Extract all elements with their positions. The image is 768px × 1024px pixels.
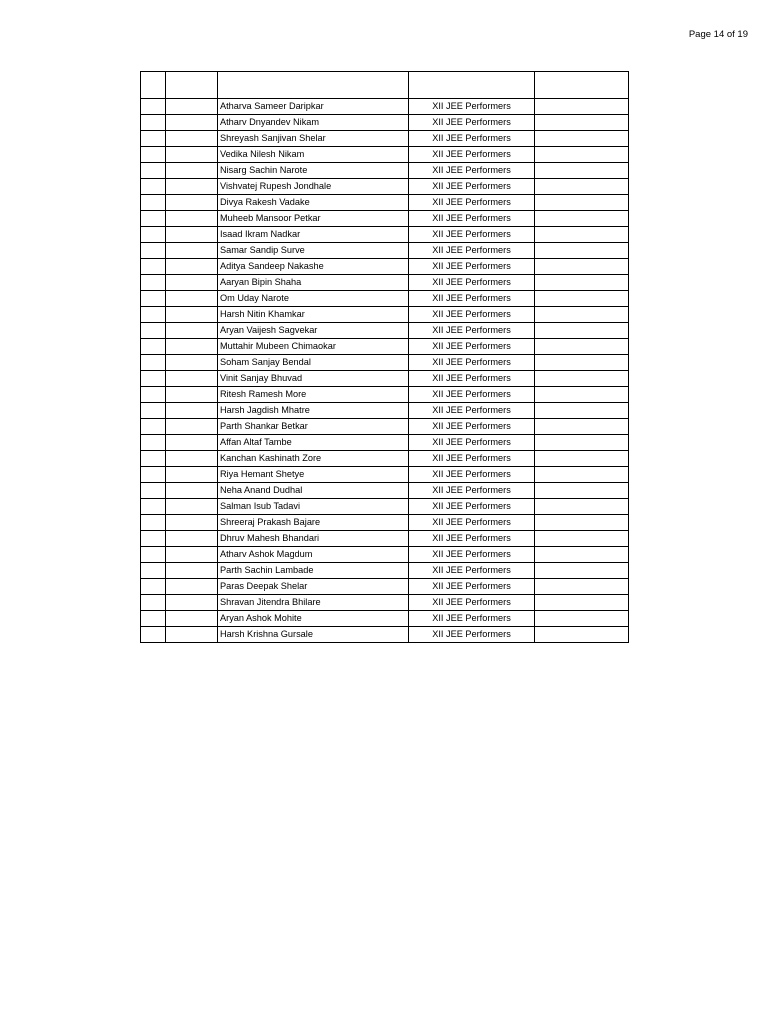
serial-cell — [141, 227, 166, 243]
category-cell: XII JEE Performers — [409, 371, 535, 387]
category-cell: XII JEE Performers — [409, 483, 535, 499]
table-row — [141, 147, 629, 163]
serial-cell — [141, 323, 166, 339]
id-cell — [166, 131, 218, 147]
id-cell — [166, 227, 218, 243]
id-cell — [166, 435, 218, 451]
id-cell — [166, 291, 218, 307]
serial-cell — [141, 179, 166, 195]
student-name-cell: Vinit Sanjay Bhuvad — [218, 371, 409, 387]
student-name-cell: Vedika Nilesh Nikam — [218, 147, 409, 163]
remarks-cell — [535, 195, 629, 211]
table-row — [141, 195, 629, 211]
remarks-cell — [535, 467, 629, 483]
table-row — [141, 227, 629, 243]
id-cell — [166, 483, 218, 499]
student-name-cell: Aditya Sandeep Nakashe — [218, 259, 409, 275]
id-cell — [166, 595, 218, 611]
table-row — [141, 483, 629, 499]
remarks-cell — [535, 531, 629, 547]
category-cell: XII JEE Performers — [409, 259, 535, 275]
id-cell — [166, 467, 218, 483]
serial-cell — [141, 611, 166, 627]
remarks-cell — [535, 99, 629, 115]
student-name-cell: Ritesh Ramesh More — [218, 387, 409, 403]
category-cell: XII JEE Performers — [409, 627, 535, 643]
category-cell: XII JEE Performers — [409, 115, 535, 131]
serial-cell — [141, 291, 166, 307]
serial-cell — [141, 563, 166, 579]
header-cell-2 — [166, 72, 218, 99]
student-name-cell: Soham Sanjay Bendal — [218, 355, 409, 371]
remarks-cell — [535, 147, 629, 163]
category-cell: XII JEE Performers — [409, 563, 535, 579]
id-cell — [166, 627, 218, 643]
serial-cell — [141, 243, 166, 259]
serial-cell — [141, 339, 166, 355]
student-name-cell: Paras Deepak Shelar — [218, 579, 409, 595]
student-name-cell: Riya Hemant Shetye — [218, 467, 409, 483]
header-cell-1 — [141, 72, 166, 99]
serial-cell — [141, 547, 166, 563]
header-cell-4 — [409, 72, 535, 99]
serial-cell — [141, 531, 166, 547]
serial-cell — [141, 163, 166, 179]
category-cell: XII JEE Performers — [409, 323, 535, 339]
page-number: Page 14 of 19 — [688, 29, 748, 40]
category-cell: XII JEE Performers — [409, 275, 535, 291]
category-cell: XII JEE Performers — [409, 579, 535, 595]
category-cell: XII JEE Performers — [409, 451, 535, 467]
table-row — [141, 131, 629, 147]
category-cell: XII JEE Performers — [409, 419, 535, 435]
remarks-cell — [535, 339, 629, 355]
serial-cell — [141, 515, 166, 531]
category-cell: XII JEE Performers — [409, 195, 535, 211]
student-name-cell: Shreyash Sanjivan Shelar — [218, 131, 409, 147]
remarks-cell — [535, 515, 629, 531]
category-cell: XII JEE Performers — [409, 179, 535, 195]
serial-cell — [141, 355, 166, 371]
student-name-cell: Harsh Nitin Khamkar — [218, 307, 409, 323]
table-row — [141, 387, 629, 403]
serial-cell — [141, 115, 166, 131]
serial-cell — [141, 131, 166, 147]
remarks-cell — [535, 355, 629, 371]
id-cell — [166, 371, 218, 387]
student-name-cell: Parth Sachin Lambade — [218, 563, 409, 579]
table-row — [141, 163, 629, 179]
student-name-cell: Parth Shankar Betkar — [218, 419, 409, 435]
table-row — [141, 499, 629, 515]
student-name-cell: Atharv Dnyandev Nikam — [218, 115, 409, 131]
performers-table — [140, 71, 629, 643]
serial-cell — [141, 627, 166, 643]
category-cell: XII JEE Performers — [409, 131, 535, 147]
id-cell — [166, 499, 218, 515]
id-cell — [166, 547, 218, 563]
student-name-cell: Om Uday Narote — [218, 291, 409, 307]
remarks-cell — [535, 451, 629, 467]
category-cell: XII JEE Performers — [409, 547, 535, 563]
category-cell: XII JEE Performers — [409, 355, 535, 371]
table-row — [141, 419, 629, 435]
id-cell — [166, 387, 218, 403]
remarks-cell — [535, 371, 629, 387]
table-row — [141, 115, 629, 131]
student-name-cell: Muttahir Mubeen Chimaokar — [218, 339, 409, 355]
category-cell: XII JEE Performers — [409, 307, 535, 323]
id-cell — [166, 451, 218, 467]
remarks-cell — [535, 387, 629, 403]
serial-cell — [141, 275, 166, 291]
remarks-cell — [535, 163, 629, 179]
id-cell — [166, 163, 218, 179]
remarks-cell — [535, 499, 629, 515]
remarks-cell — [535, 563, 629, 579]
id-cell — [166, 307, 218, 323]
serial-cell — [141, 579, 166, 595]
header-cell-3 — [218, 72, 409, 99]
serial-cell — [141, 483, 166, 499]
id-cell — [166, 195, 218, 211]
table-row — [141, 515, 629, 531]
category-cell: XII JEE Performers — [409, 595, 535, 611]
remarks-cell — [535, 307, 629, 323]
table-row — [141, 259, 629, 275]
serial-cell — [141, 307, 166, 323]
student-name-cell: Affan Altaf Tambe — [218, 435, 409, 451]
id-cell — [166, 515, 218, 531]
remarks-cell — [535, 547, 629, 563]
student-name-cell: Shreeraj Prakash Bajare — [218, 515, 409, 531]
category-cell: XII JEE Performers — [409, 291, 535, 307]
category-cell: XII JEE Performers — [409, 339, 535, 355]
student-name-cell: Harsh Krishna Gursale — [218, 627, 409, 643]
id-cell — [166, 419, 218, 435]
table-row — [141, 179, 629, 195]
table-row — [141, 563, 629, 579]
id-cell — [166, 323, 218, 339]
remarks-cell — [535, 227, 629, 243]
student-name-cell: Vishvatej Rupesh Jondhale — [218, 179, 409, 195]
table-row — [141, 275, 629, 291]
category-cell: XII JEE Performers — [409, 227, 535, 243]
serial-cell — [141, 99, 166, 115]
student-name-cell: Isaad Ikram Nadkar — [218, 227, 409, 243]
table-row — [141, 355, 629, 371]
student-name-cell: Nisarg Sachin Narote — [218, 163, 409, 179]
category-cell: XII JEE Performers — [409, 531, 535, 547]
remarks-cell — [535, 259, 629, 275]
header-cell-5 — [535, 72, 629, 99]
id-cell — [166, 211, 218, 227]
serial-cell — [141, 195, 166, 211]
serial-cell — [141, 403, 166, 419]
remarks-cell — [535, 579, 629, 595]
id-cell — [166, 115, 218, 131]
id-cell — [166, 563, 218, 579]
table-body — [141, 72, 629, 643]
table-row — [141, 291, 629, 307]
table-row — [141, 627, 629, 643]
remarks-cell — [535, 131, 629, 147]
id-cell — [166, 259, 218, 275]
student-name-cell: Aryan Vaijesh Sagvekar — [218, 323, 409, 339]
remarks-cell — [535, 323, 629, 339]
remarks-cell — [535, 483, 629, 499]
id-cell — [166, 579, 218, 595]
remarks-cell — [535, 435, 629, 451]
category-cell: XII JEE Performers — [409, 243, 535, 259]
serial-cell — [141, 499, 166, 515]
table-row — [141, 611, 629, 627]
serial-cell — [141, 211, 166, 227]
student-name-cell: Shravan Jitendra Bhilare — [218, 595, 409, 611]
remarks-cell — [535, 243, 629, 259]
student-name-cell: Harsh Jagdish Mhatre — [218, 403, 409, 419]
remarks-cell — [535, 211, 629, 227]
category-cell: XII JEE Performers — [409, 499, 535, 515]
remarks-cell — [535, 275, 629, 291]
student-name-cell: Aaryan Bipin Shaha — [218, 275, 409, 291]
id-cell — [166, 147, 218, 163]
table-row — [141, 467, 629, 483]
id-cell — [166, 611, 218, 627]
category-cell: XII JEE Performers — [409, 435, 535, 451]
table-header-row — [141, 72, 629, 99]
remarks-cell — [535, 627, 629, 643]
remarks-cell — [535, 291, 629, 307]
table-row — [141, 323, 629, 339]
table-row — [141, 451, 629, 467]
table-row — [141, 211, 629, 227]
serial-cell — [141, 371, 166, 387]
table-row — [141, 307, 629, 323]
serial-cell — [141, 259, 166, 275]
id-cell — [166, 99, 218, 115]
table-row — [141, 435, 629, 451]
remarks-cell — [535, 595, 629, 611]
serial-cell — [141, 419, 166, 435]
table-row — [141, 547, 629, 563]
id-cell — [166, 243, 218, 259]
student-name-cell: Kanchan Kashinath Zore — [218, 451, 409, 467]
category-cell: XII JEE Performers — [409, 611, 535, 627]
student-name-cell: Atharva Sameer Daripkar — [218, 99, 409, 115]
student-name-cell: Divya Rakesh Vadake — [218, 195, 409, 211]
category-cell: XII JEE Performers — [409, 211, 535, 227]
id-cell — [166, 355, 218, 371]
serial-cell — [141, 467, 166, 483]
table-row — [141, 243, 629, 259]
table-row — [141, 339, 629, 355]
serial-cell — [141, 387, 166, 403]
table-row — [141, 99, 629, 115]
table-row — [141, 531, 629, 547]
student-name-cell: Samar Sandip Surve — [218, 243, 409, 259]
table-row — [141, 403, 629, 419]
category-cell: XII JEE Performers — [409, 99, 535, 115]
student-name-cell: Atharv Ashok Magdum — [218, 547, 409, 563]
remarks-cell — [535, 179, 629, 195]
category-cell: XII JEE Performers — [409, 515, 535, 531]
id-cell — [166, 339, 218, 355]
serial-cell — [141, 595, 166, 611]
remarks-cell — [535, 419, 629, 435]
category-cell: XII JEE Performers — [409, 403, 535, 419]
category-cell: XII JEE Performers — [409, 387, 535, 403]
remarks-cell — [535, 611, 629, 627]
remarks-cell — [535, 403, 629, 419]
remarks-cell — [535, 115, 629, 131]
student-name-cell: Neha Anand Dudhal — [218, 483, 409, 499]
serial-cell — [141, 435, 166, 451]
category-cell: XII JEE Performers — [409, 147, 535, 163]
id-cell — [166, 275, 218, 291]
student-name-cell: Muheeb Mansoor Petkar — [218, 211, 409, 227]
serial-cell — [141, 451, 166, 467]
id-cell — [166, 403, 218, 419]
category-cell: XII JEE Performers — [409, 467, 535, 483]
table-row — [141, 371, 629, 387]
category-cell: XII JEE Performers — [409, 163, 535, 179]
student-name-cell: Dhruv Mahesh Bhandari — [218, 531, 409, 547]
serial-cell — [141, 147, 166, 163]
id-cell — [166, 531, 218, 547]
table-row — [141, 579, 629, 595]
id-cell — [166, 179, 218, 195]
student-name-cell: Salman Isub Tadavi — [218, 499, 409, 515]
student-name-cell: Aryan Ashok Mohite — [218, 611, 409, 627]
table-row — [141, 595, 629, 611]
